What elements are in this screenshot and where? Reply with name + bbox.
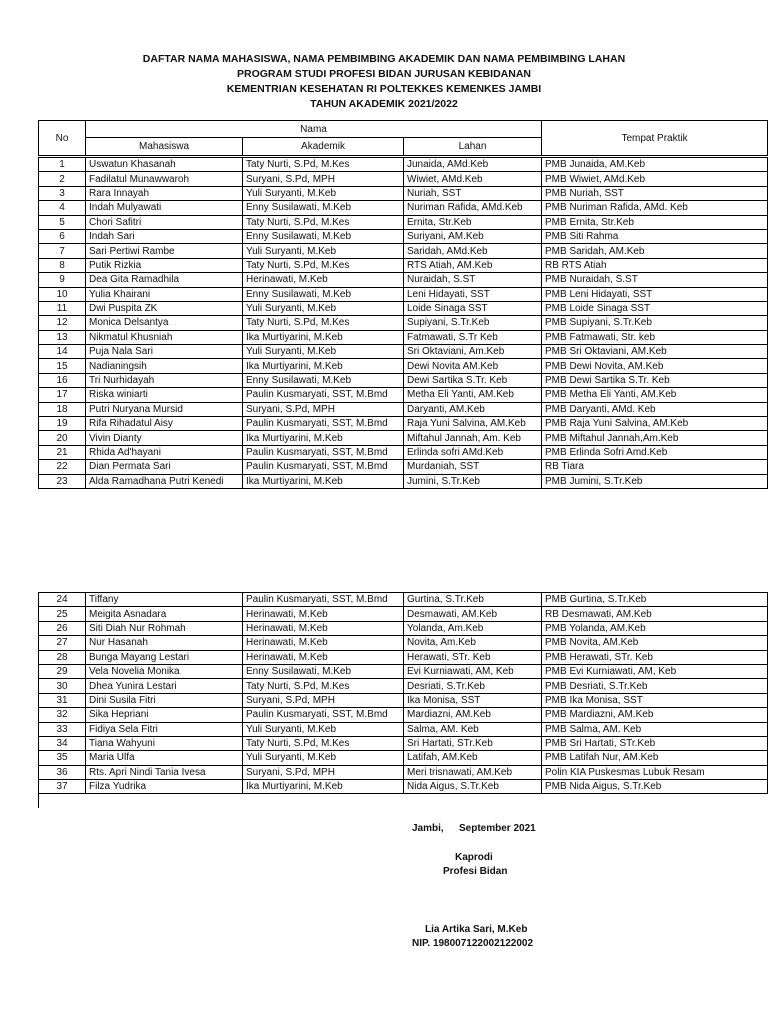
cell-no: 3 <box>39 186 86 200</box>
table-row <box>39 316 768 330</box>
cell-akademik: Paulin Kusmaryati, SST, M.Bmd <box>243 417 404 431</box>
cell-akademik: Paulin Kusmaryati, SST, M.Bmd <box>243 460 404 474</box>
cell-akademik: Taty Nurti, S.Pd, M.Kes <box>243 258 404 272</box>
cell-lahan: Sri Oktaviani, Am.Keb <box>404 345 542 359</box>
sign-nip: NIP. 198007122002122002 <box>412 938 534 949</box>
cell-akademik: Suryani, S.Pd, MPH <box>243 693 404 707</box>
cell-akademik: Ika Murtiyarini, M.Keb <box>243 330 404 344</box>
cell-tempat: PMB Novita, AM.Keb <box>542 636 768 650</box>
cell-no: 11 <box>39 301 86 315</box>
cell-no: 14 <box>39 345 86 359</box>
table-row <box>39 330 768 344</box>
cell-mahasiswa: Siti Diah Nur Rohmah <box>86 621 243 635</box>
cell-tempat: PMB Mardiazni, AM.Keb <box>542 708 768 722</box>
header-mahasiswa: Mahasiswa <box>86 138 243 156</box>
sign-name: Lia Artika Sari, M.Keb <box>425 924 528 935</box>
cell-mahasiswa: Riska winiarti <box>86 388 243 402</box>
cell-tempat: PMB Saridah, AM.Keb <box>542 244 768 258</box>
header-lahan: Lahan <box>404 138 542 156</box>
table-row <box>39 215 768 229</box>
cell-lahan: RTS Atiah, AM.Keb <box>404 258 542 272</box>
sign-role1: Kaprodi <box>455 852 493 863</box>
cell-akademik: Taty Nurti, S.Pd, M.Kes <box>243 316 404 330</box>
cell-no: 29 <box>39 664 86 678</box>
cell-akademik: Enny Susilawati, M.Keb <box>243 664 404 678</box>
cell-mahasiswa: Chori Safitri <box>86 215 243 229</box>
cell-tempat: PMB Siti Rahma <box>542 229 768 243</box>
table-row <box>39 301 768 315</box>
table-row <box>39 751 768 765</box>
cell-akademik: Ika Murtiyarini, M.Keb <box>243 359 404 373</box>
cell-lahan: Wiwiet, AMd.Keb <box>404 172 542 186</box>
table-row <box>39 158 768 172</box>
cell-akademik: Yuli Suryanti, M.Keb <box>243 186 404 200</box>
cell-no: 9 <box>39 273 86 287</box>
table-row <box>39 780 768 794</box>
cell-tempat: PMB Desriati, S.Tr.Keb <box>542 679 768 693</box>
cell-akademik: Suryani, S.Pd, MPH <box>243 172 404 186</box>
cell-lahan: Sri Hartati, STr.Keb <box>404 736 542 750</box>
table-row <box>39 417 768 431</box>
cell-mahasiswa: Putik Rizkia <box>86 258 243 272</box>
cell-mahasiswa: Rifa Rihadatul Aisy <box>86 417 243 431</box>
cell-tempat: PMB Supiyani, S.Tr.Keb <box>542 316 768 330</box>
table-row <box>39 621 768 635</box>
table-row <box>39 345 768 359</box>
cell-akademik: Taty Nurti, S.Pd, M.Kes <box>243 215 404 229</box>
header-year: TAHUN AKADEMIK 2021/2022 <box>310 98 458 110</box>
cell-akademik: Suryani, S.Pd, MPH <box>243 765 404 779</box>
table-row <box>39 186 768 200</box>
cell-lahan: Daryanti, AM.Keb <box>404 402 542 416</box>
cell-akademik: Herinawati, M.Keb <box>243 636 404 650</box>
cell-lahan: Desriati, S.Tr.Keb <box>404 679 542 693</box>
cell-no: 6 <box>39 229 86 243</box>
cell-tempat: RB RTS Atiah <box>542 258 768 272</box>
cell-akademik: Taty Nurti, S.Pd, M.Kes <box>243 736 404 750</box>
cell-lahan: Erlinda sofri AMd.Keb <box>404 445 542 459</box>
cell-no: 25 <box>39 607 86 621</box>
cell-akademik: Yuli Suryanti, M.Keb <box>243 244 404 258</box>
cell-mahasiswa: Nikmatul Khusniah <box>86 330 243 344</box>
cell-no: 35 <box>39 751 86 765</box>
cell-mahasiswa: Indah Mulyawati <box>86 201 243 215</box>
cell-akademik: Taty Nurti, S.Pd, M.Kes <box>243 679 404 693</box>
table-row <box>39 607 768 621</box>
cell-lahan: Nuriah, SST <box>404 186 542 200</box>
cell-akademik: Suryani, S.Pd, MPH <box>243 402 404 416</box>
cell-lahan: Ernita, Str.Keb <box>404 215 542 229</box>
cell-tempat: PMB Leni Hidayati, SST <box>542 287 768 301</box>
cell-mahasiswa: Sari Pertiwi Rambe <box>86 244 243 258</box>
cell-akademik: Ika Murtiyarini, M.Keb <box>243 780 404 794</box>
table-row <box>39 445 768 459</box>
table-row <box>39 636 768 650</box>
cell-no: 31 <box>39 693 86 707</box>
table-row <box>39 273 768 287</box>
cell-lahan: Meri trisnawati, AM.Keb <box>404 765 542 779</box>
cell-tempat: PMB Gurtina, S.Tr.Keb <box>542 593 768 607</box>
cell-tempat: PMB Evi Kurniawati, AM, Keb <box>542 664 768 678</box>
cell-akademik: Enny Susilawati, M.Keb <box>243 229 404 243</box>
cell-no: 28 <box>39 650 86 664</box>
cell-tempat: PMB Erlinda Sofri Amd.Keb <box>542 445 768 459</box>
cell-no: 8 <box>39 258 86 272</box>
cell-tempat: PMB Sri Hartati, STr.Keb <box>542 736 768 750</box>
cell-lahan: Yolanda, Am.Keb <box>404 621 542 635</box>
cell-lahan: Herawati, STr. Keb <box>404 650 542 664</box>
cell-mahasiswa: Yulia Khairani <box>86 287 243 301</box>
cell-tempat: RB Tiara <box>542 460 768 474</box>
cell-mahasiswa: Fidiya Sela Fitri <box>86 722 243 736</box>
cell-akademik: Yuli Suryanti, M.Keb <box>243 301 404 315</box>
cell-no: 10 <box>39 287 86 301</box>
table-row <box>39 172 768 186</box>
cell-lahan: Suriyani, AM.Keb <box>404 229 542 243</box>
cell-tempat: PMB Metha Eli Yanti, AM.Keb <box>542 388 768 402</box>
cell-mahasiswa: Rts. Apri Nindi Tania Ivesa <box>86 765 243 779</box>
cell-akademik: Paulin Kusmaryati, SST, M.Bmd <box>243 445 404 459</box>
cell-lahan: Ika Monisa, SST <box>404 693 542 707</box>
cell-tempat: PMB Loide Sinaga SST <box>542 301 768 315</box>
table-row <box>39 244 768 258</box>
cell-tempat: Polin KIA Puskesmas Lubuk Resam <box>542 765 768 779</box>
table-row <box>39 650 768 664</box>
cell-lahan: Nida Aigus, S.Tr.Keb <box>404 780 542 794</box>
header-program: PROGRAM STUDI PROFESI BIDAN JURUSAN KEBIDANAN <box>236 68 531 80</box>
cell-lahan: Raja Yuni Salvina, AM.Keb <box>404 417 542 431</box>
cell-tempat: PMB Salma, AM. Keb <box>542 722 768 736</box>
cell-mahasiswa: Monica Delsantya <box>86 316 243 330</box>
cell-lahan: Evi Kurniawati, AM, Keb <box>404 664 542 678</box>
cell-lahan: Desmawati, AM.Keb <box>404 607 542 621</box>
cell-tempat: PMB Nida Aigus, S.Tr.Keb <box>542 780 768 794</box>
sign-place: Jambi, <box>412 823 444 834</box>
cell-no: 16 <box>39 373 86 387</box>
cell-no: 33 <box>39 722 86 736</box>
cell-mahasiswa: Dian Permata Sari <box>86 460 243 474</box>
cell-akademik: Ika Murtiyarini, M.Keb <box>243 431 404 445</box>
cell-mahasiswa: Dwi Puspita ZK <box>86 301 243 315</box>
cell-mahasiswa: Tri Nurhidayah <box>86 373 243 387</box>
cell-tempat: PMB Sri Oktaviani, AM.Keb <box>542 345 768 359</box>
cell-lahan: Supiyani, S.Tr.Keb <box>404 316 542 330</box>
cell-mahasiswa: Tiana Wahyuni <box>86 736 243 750</box>
table-row <box>39 722 768 736</box>
cell-akademik: Herinawati, M.Keb <box>243 607 404 621</box>
student-table-part2 <box>38 592 768 794</box>
cell-mahasiswa: Tiffany <box>86 593 243 607</box>
table-row <box>39 402 768 416</box>
cell-akademik: Enny Susilawati, M.Keb <box>243 287 404 301</box>
table-row <box>39 474 768 488</box>
cell-mahasiswa: Nadianingsih <box>86 359 243 373</box>
cell-mahasiswa: Filza Yudrika <box>86 780 243 794</box>
cell-no: 2 <box>39 172 86 186</box>
table-row <box>39 679 768 693</box>
student-table-part1 <box>38 157 768 489</box>
cell-lahan: Dewi Novita AM.Keb <box>404 359 542 373</box>
table-border-tail <box>38 792 40 808</box>
cell-lahan: Metha Eli Yanti, AM.Keb <box>404 388 542 402</box>
cell-tempat: PMB Fatmawati, Str. keb <box>542 330 768 344</box>
cell-lahan: Loide Sinaga SST <box>404 301 542 315</box>
cell-lahan: Leni Hidayati, SST <box>404 287 542 301</box>
cell-lahan: Miftahul Jannah, Am. Keb <box>404 431 542 445</box>
table-row <box>39 201 768 215</box>
cell-no: 18 <box>39 402 86 416</box>
cell-no: 30 <box>39 679 86 693</box>
cell-tempat: PMB Herawati, STr. Keb <box>542 650 768 664</box>
cell-mahasiswa: Vivin Dianty <box>86 431 243 445</box>
table-header <box>38 120 768 156</box>
cell-lahan: Junaida, AMd.Keb <box>404 158 542 172</box>
header-institution: KEMENTRIAN KESEHATAN RI POLTEKKES KEMENKES JAMBI <box>226 83 542 95</box>
table-row <box>39 229 768 243</box>
cell-lahan: Salma, AM. Keb <box>404 722 542 736</box>
cell-no: 36 <box>39 765 86 779</box>
cell-tempat: PMB Raja Yuni Salvina, AM.Keb <box>542 417 768 431</box>
cell-lahan: Fatmawati, S.Tr Keb <box>404 330 542 344</box>
table-row <box>39 593 768 607</box>
cell-no: 19 <box>39 417 86 431</box>
cell-mahasiswa: Nur Hasanah <box>86 636 243 650</box>
document-header <box>0 52 768 112</box>
cell-no: 37 <box>39 780 86 794</box>
cell-tempat: PMB Miftahul Jannah,Am.Keb <box>542 431 768 445</box>
cell-no: 23 <box>39 474 86 488</box>
sign-role2: Profesi Bidan <box>443 866 508 877</box>
cell-akademik: Paulin Kusmaryati, SST, M.Bmd <box>243 388 404 402</box>
cell-mahasiswa: Indah Sari <box>86 229 243 243</box>
cell-mahasiswa: Dini Susila Fitri <box>86 693 243 707</box>
cell-akademik: Enny Susilawati, M.Keb <box>243 373 404 387</box>
table-row <box>39 287 768 301</box>
cell-lahan: Saridah, AMd.Keb <box>404 244 542 258</box>
cell-no: 1 <box>39 158 86 172</box>
cell-lahan: Mardiazni, AM.Keb <box>404 708 542 722</box>
table-row <box>39 693 768 707</box>
cell-no: 17 <box>39 388 86 402</box>
cell-no: 34 <box>39 736 86 750</box>
cell-no: 32 <box>39 708 86 722</box>
cell-tempat: PMB Jumini, S.Tr.Keb <box>542 474 768 488</box>
cell-tempat: PMB Wiwiet, AMd.Keb <box>542 172 768 186</box>
cell-lahan: Novita, Am.Keb <box>404 636 542 650</box>
header-tempat: Tempat Praktik <box>542 121 768 156</box>
cell-tempat: PMB Nuriah, SST <box>542 186 768 200</box>
cell-akademik: Taty Nurti, S.Pd, M.Kes <box>243 158 404 172</box>
cell-no: 20 <box>39 431 86 445</box>
header-nama: Nama <box>86 121 542 138</box>
cell-mahasiswa: Dea Gita Ramadhila <box>86 273 243 287</box>
header-no: No <box>39 121 86 156</box>
cell-tempat: PMB Dewi Novita, AM.Keb <box>542 359 768 373</box>
cell-no: 26 <box>39 621 86 635</box>
cell-akademik: Herinawati, M.Keb <box>243 650 404 664</box>
table-row <box>39 431 768 445</box>
cell-no: 21 <box>39 445 86 459</box>
cell-mahasiswa: Meigita Asnadara <box>86 607 243 621</box>
cell-no: 22 <box>39 460 86 474</box>
cell-mahasiswa: Fadilatul Munawwaroh <box>86 172 243 186</box>
cell-akademik: Paulin Kusmaryati, SST, M.Bmd <box>243 593 404 607</box>
table-row <box>39 736 768 750</box>
cell-no: 7 <box>39 244 86 258</box>
cell-tempat: PMB Nuraidah, S.ST <box>542 273 768 287</box>
cell-tempat: PMB Ika Monisa, SST <box>542 693 768 707</box>
cell-mahasiswa: Maria Ulfa <box>86 751 243 765</box>
header-title: DAFTAR NAMA MAHASISWA, NAMA PEMBIMBING AKADEMIK DAN NAMA PEMBIMBING LAHAN <box>142 53 626 65</box>
table-row <box>39 765 768 779</box>
cell-mahasiswa: Rara Innayah <box>86 186 243 200</box>
cell-mahasiswa: Dhea Yunira Lestari <box>86 679 243 693</box>
cell-lahan: Gurtina, S.Tr.Keb <box>404 593 542 607</box>
cell-lahan: Nuriman Rafida, AMd.Keb <box>404 201 542 215</box>
cell-lahan: Jumini, S.Tr.Keb <box>404 474 542 488</box>
cell-tempat: PMB Junaida, AM.Keb <box>542 158 768 172</box>
cell-akademik: Ika Murtiyarini, M.Keb <box>243 474 404 488</box>
cell-mahasiswa: Bunga Mayang Lestari <box>86 650 243 664</box>
cell-akademik: Paulin Kusmaryati, SST, M.Bmd <box>243 708 404 722</box>
cell-akademik: Yuli Suryanti, M.Keb <box>243 345 404 359</box>
cell-tempat: RB Desmawati, AM.Keb <box>542 607 768 621</box>
cell-no: 24 <box>39 593 86 607</box>
cell-tempat: PMB Dewi Sartika S.Tr. Keb <box>542 373 768 387</box>
cell-akademik: Yuli Suryanti, M.Keb <box>243 722 404 736</box>
cell-mahasiswa: Puja Nala Sari <box>86 345 243 359</box>
cell-akademik: Herinawati, M.Keb <box>243 621 404 635</box>
cell-tempat: PMB Nuriman Rafida, AMd. Keb <box>542 201 768 215</box>
cell-mahasiswa: Rhida Ad'hayani <box>86 445 243 459</box>
cell-no: 15 <box>39 359 86 373</box>
cell-lahan: Nuraidah, S.ST <box>404 273 542 287</box>
cell-akademik: Yuli Suryanti, M.Keb <box>243 751 404 765</box>
cell-mahasiswa: Vela Novelia Monika <box>86 664 243 678</box>
sign-date: September 2021 <box>459 823 536 834</box>
cell-tempat: PMB Ernita, Str.Keb <box>542 215 768 229</box>
cell-tempat: PMB Daryanti, AMd. Keb <box>542 402 768 416</box>
cell-no: 4 <box>39 201 86 215</box>
cell-tempat: PMB Yolanda, AM.Keb <box>542 621 768 635</box>
cell-akademik: Enny Susilawati, M.Keb <box>243 201 404 215</box>
cell-no: 5 <box>39 215 86 229</box>
cell-mahasiswa: Alda Ramadhana Putri Kenedi <box>86 474 243 488</box>
header-akademik: Akademik <box>243 138 404 156</box>
table-row <box>39 708 768 722</box>
cell-lahan: Murdaniah, SST <box>404 460 542 474</box>
cell-lahan: Dewi Sartika S.Tr. Keb <box>404 373 542 387</box>
cell-lahan: Latifah, AM.Keb <box>404 751 542 765</box>
table-row <box>39 258 768 272</box>
table-row <box>39 388 768 402</box>
table-row <box>39 460 768 474</box>
table-row <box>39 664 768 678</box>
cell-akademik: Herinawati, M.Keb <box>243 273 404 287</box>
cell-tempat: PMB Latifah Nur, AM.Keb <box>542 751 768 765</box>
cell-mahasiswa: Sika Hepriani <box>86 708 243 722</box>
cell-mahasiswa: Uswatun Khasanah <box>86 158 243 172</box>
cell-mahasiswa: Putri Nuryana Mursid <box>86 402 243 416</box>
cell-no: 12 <box>39 316 86 330</box>
cell-no: 13 <box>39 330 86 344</box>
cell-no: 27 <box>39 636 86 650</box>
table-row <box>39 373 768 387</box>
table-row <box>39 359 768 373</box>
